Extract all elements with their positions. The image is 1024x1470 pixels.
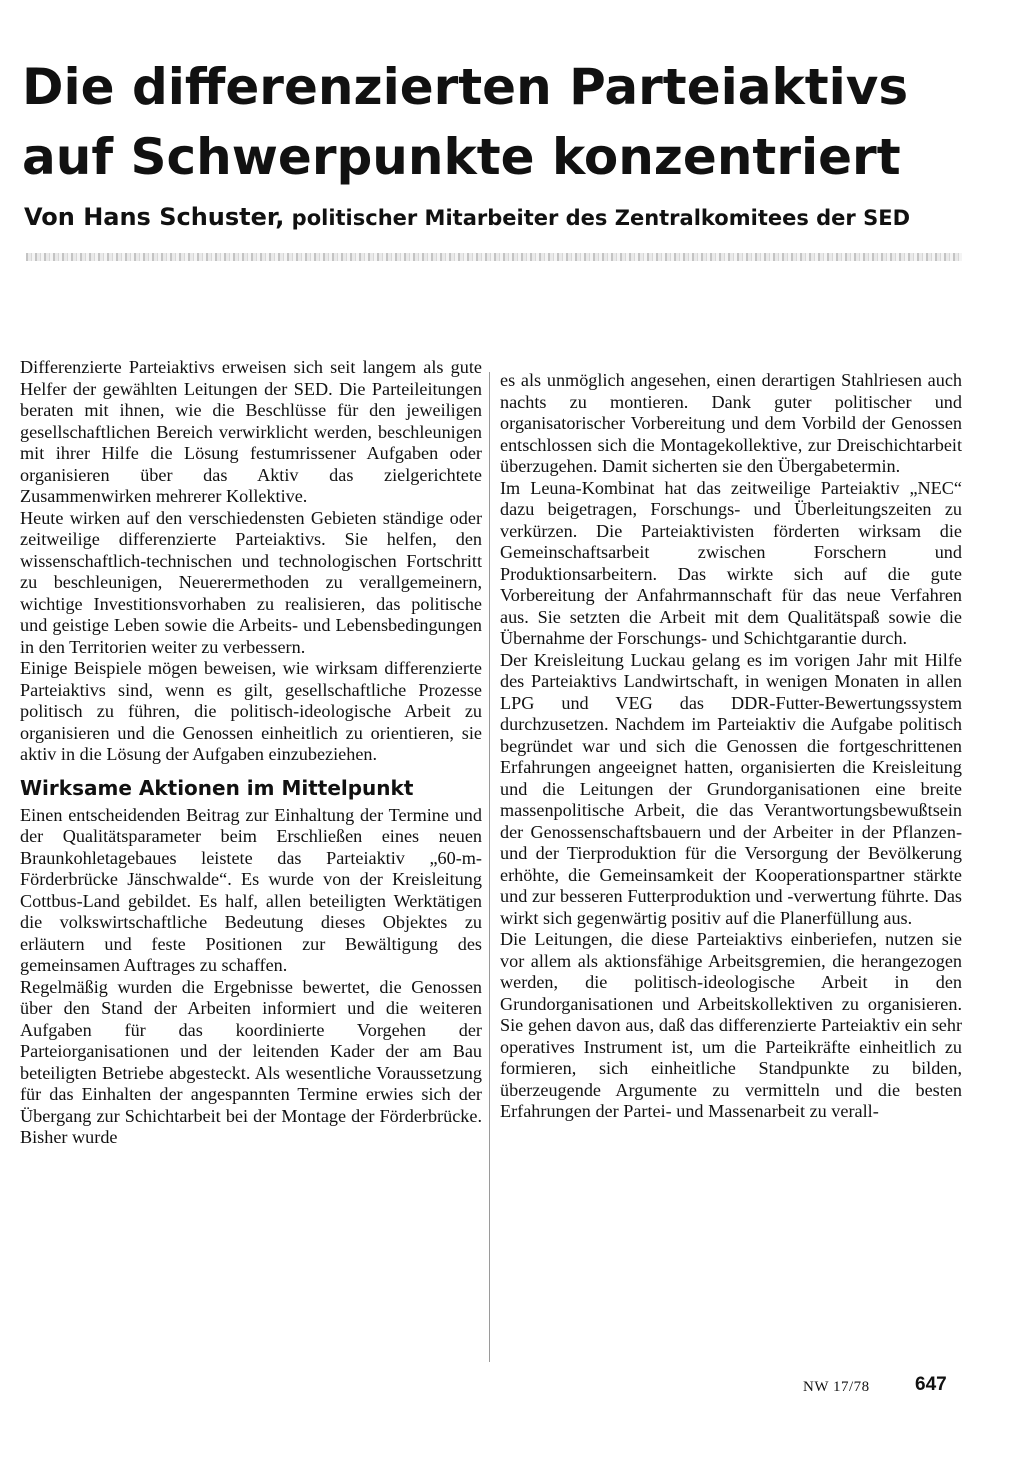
paragraph: Einen entscheidenden Beitrag zur Einhaltung der Termine und der Qualitätsparameter beim Erschließen eines neuen Braunkohletagebaues leistete das Parteiaktiv „60-m-Förderbrücke Jänschwalde“. Es wurde von der Kreisleitung Cottbus-Land gebildet. Es half, allen beteiligten Werktätigen die volkswirtschaftliche Bedeutung dieses Objektes zu erläutern und feste Positionen zur Bewältigung des gemeinsamen Auftrages zu schaffen. (20, 804, 482, 975)
byline-role: politischer Mitarbeiter des Zentralkomitees der SED (291, 206, 910, 230)
paragraph: Einige Beispiele mögen beweisen, wie wirksam differenzierte Parteiaktivs sind, wenn es gilt, gesellschaftliche Prozesse politisch zu führen, die politisch-ideologische Arbeit zu organisieren und die Genossen einheitlich zu orientieren, sie aktiv in die Lösung der Aufgaben einzubeziehen. (20, 658, 482, 764)
paragraph: Der Kreisleitung Luckau gelang es im vorigen Jahr mit Hilfe des Parteiaktivs Landwirtschaft, in wenigen Monaten in allen LPG und VEG das DDR-Futter-Bewertungssystem durchzusetzen. Nachdem im Parteiaktiv die Aufgabe politisch begründet war und sich die Genossen die fortgeschrittenen Erfahrungen angeeignet hatten, organisierten die Kreisleitung und die Leitungen der Grundorganisationen eine breite massenpolitische Arbeit, die das Verantwortungsbewußtsein der Genossenschaftsbauern und der Arbeiter in der Pflanzen- und der Tierproduktion für die Versorgung der Bevölkerung erhöhte, die Gemeinsamkeit der Kooperationspartner stärkte und zur besseren Futterproduktion und -verwertung führte. Das wirkt sich gegenwärtig positiv auf die Planerfüllung aus. (500, 649, 962, 928)
paragraph: Differenzierte Parteiaktivs erweisen sich seit langem als gute Helfer der gewählten Leitungen der SED. Die Parteileitungen beraten mit ihnen, wie die Beschlüsse für den jeweiligen gesellschaftlichen Bereich verwirklicht werden, beschleunigen mit ihrer Hilfe die Lösung festumrissener Aufgaben oder organisieren über das Aktiv das zielgerichtete Zusammenwirken mehrerer Kollektive. (20, 357, 482, 506)
paragraph: Im Leuna-Kombinat hat das zeitweilige Parteiaktiv „NEC“ dazu beigetragen, Forschungs- und Überleitungszeiten zu verkürzen. Die Parteiaktivisten förderten wirksam die Gemeinschaftsarbeit zwischen Forschern und Produktionsarbeitern. Das wirkte sich auf die gute Vorbereitung der Anfahrmannschaft für das neue Verfahren aus. Sie setzten die Arbeit mit dem Qualitätspaß sowie die Übernahme der Forschungs- und Schichtgarantie durch. (500, 477, 962, 648)
byline-author: Von Hans Schuster, (24, 203, 285, 231)
column-divider (489, 372, 490, 1362)
header-divider (26, 253, 962, 261)
headline-line-1: Die differenzierten Parteiaktivs (22, 58, 909, 116)
page-number: 647 (915, 1374, 947, 1395)
headline-line-2: auf Schwerpunkte konzentriert (22, 128, 901, 186)
paragraph: Die Leitungen, die diese Parteiaktivs einberiefen, nutzen sie vor allem als aktionsfähige Arbeitsgremien, die herangezogen werden, die politisch-ideologische Arbeit in den Grundorganisationen und Arbeitskollektiven zu organisieren. Sie gehen davon aus, daß das differenzierte Parteiaktiv ein sehr operatives Instrument ist, um die Parteikräfte einheitlich zu formieren, sich einheitliche Standpunkte zu bilden, überzeugende Argumente zu vermitteln und die besten Erfahrungen der Partei- und Massenarbeit zu verall- (500, 929, 962, 1121)
section-subheading: Wirksame Aktionen im Mittelpunkt (20, 775, 414, 800)
article-headline (22, 52, 982, 192)
article-byline (24, 202, 964, 233)
paragraph: Regelmäßig wurden die Ergebnisse bewertet, die Genossen über den Stand der Arbeiten informiert und die weiteren Aufgaben für das koordinierte Vorgehen der Parteiorganisationen und der leitenden Kader der am Bau beteiligten Betriebe abgesteckt. Als wesentliche Voraussetzung für das Einhalten der angespannten Termine erwies sich der Übergang zur Schichtarbeit bei der Montage der Förderbrücke. Bisher wurde (20, 976, 482, 1147)
paragraph: es als unmöglich angesehen, einen derartigen Stahlriesen auch nachts zu montieren. Dank guter politischer und organisatorischer Vorbereitung und dem Vorbild der Genossen entschlossen sich die Montagekollektive, zur Dreischichtarbeit überzugehen. Damit sicherten sie den Übergabetermin. (500, 370, 962, 476)
text-column-right (500, 370, 962, 1123)
text-column-left (20, 357, 482, 1149)
issue-reference: NW 17/78 (803, 1379, 870, 1395)
paragraph: Heute wirken auf den verschiedensten Gebieten ständige oder zeitweilige differenzierte Parteiaktivs. Sie helfen, den wissenschaftlich-technischen und technologischen Fortschritt zu beschleunigen, Neuerermethoden zu verallgemeinern, wichtige Investitionsvorhaben zu realisieren, das politische und geistige Leben sowie die Arbeits- und Lebensbedingungen in den Territorien weiter zu verbessern. (20, 507, 482, 657)
